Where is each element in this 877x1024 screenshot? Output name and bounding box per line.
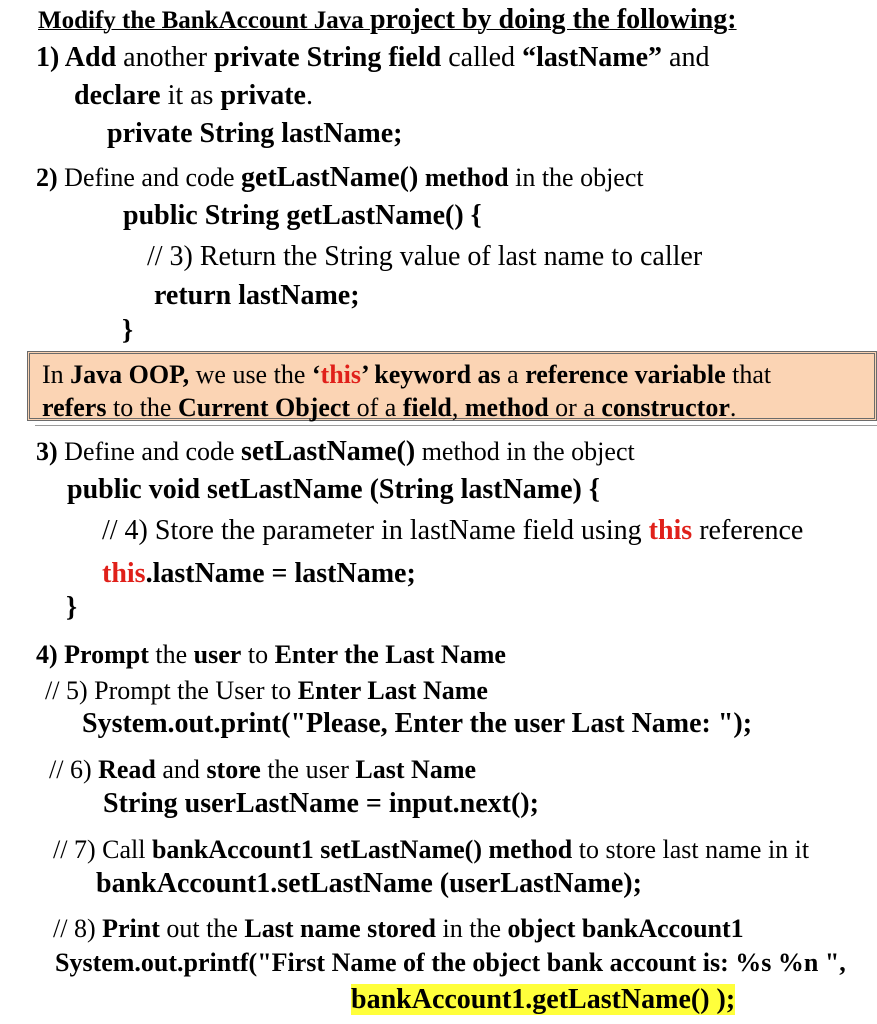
- step-1-line-2: declare it as private.: [74, 80, 313, 111]
- step-3-comment: // 4) Store the parameter in lastName field using this reference: [102, 515, 804, 546]
- step-3-line: 3) Define and code setLastName() method in the object: [36, 436, 635, 467]
- step-1-line-1: 1) Add another private String field called “lastName” and: [36, 42, 710, 73]
- note-line-1: In Java OOP, we use the ‘this’ keyword as a reference variable that: [42, 360, 772, 389]
- highlighted-code: bankAccount1.getLastName() );: [351, 984, 736, 1015]
- step-4-comment-5: // 5) Prompt the User to Enter Last Name: [45, 676, 488, 705]
- note-line-2: refers to the Current Object of a field, method or a constructor.: [42, 393, 737, 422]
- divider: [35, 425, 877, 426]
- step-2-return: return lastName;: [154, 280, 360, 311]
- step-4-get-code: [351, 984, 735, 1016]
- step-3-close-brace: }: [66, 592, 78, 623]
- step-3-signature: public void setLastName (String lastName) {: [67, 474, 600, 505]
- step-4-printf-code: System.out.printf("First Name of the object bank account is: %s %n ",: [55, 948, 846, 977]
- step-3-code: this.lastName = lastName;: [102, 558, 416, 589]
- step-2-line: 2) Define and code getLastName() method in the object: [36, 162, 644, 193]
- step-4-comment-6: // 6) Read and store the user Last Name: [49, 755, 477, 784]
- step-2-close-brace: }: [122, 315, 134, 346]
- step-2-comment: // 3) Return the String value of last name to caller: [147, 241, 703, 272]
- step-4-print-code: System.out.print("Please, Enter the user Last Name: ");: [82, 708, 753, 739]
- step-4-comment-8: // 8) Print out the Last name stored in the object bankAccount1: [53, 914, 744, 943]
- step-4-read-code: String userLastName = input.next();: [103, 788, 539, 819]
- step-4-set-code: bankAccount1.setLastName (userLastName);: [96, 868, 642, 899]
- step-4-comment-7: // 7) Call bankAccount1 setLastName() method to store last name in it: [53, 835, 810, 864]
- page-title: Modify the BankAccount Java project by doing the following:: [38, 4, 737, 35]
- step-4-line: 4) Prompt the user to Enter the Last Name: [36, 640, 506, 669]
- step-2-signature: public String getLastName() {: [123, 200, 482, 231]
- step-1-code: private String lastName;: [107, 118, 403, 149]
